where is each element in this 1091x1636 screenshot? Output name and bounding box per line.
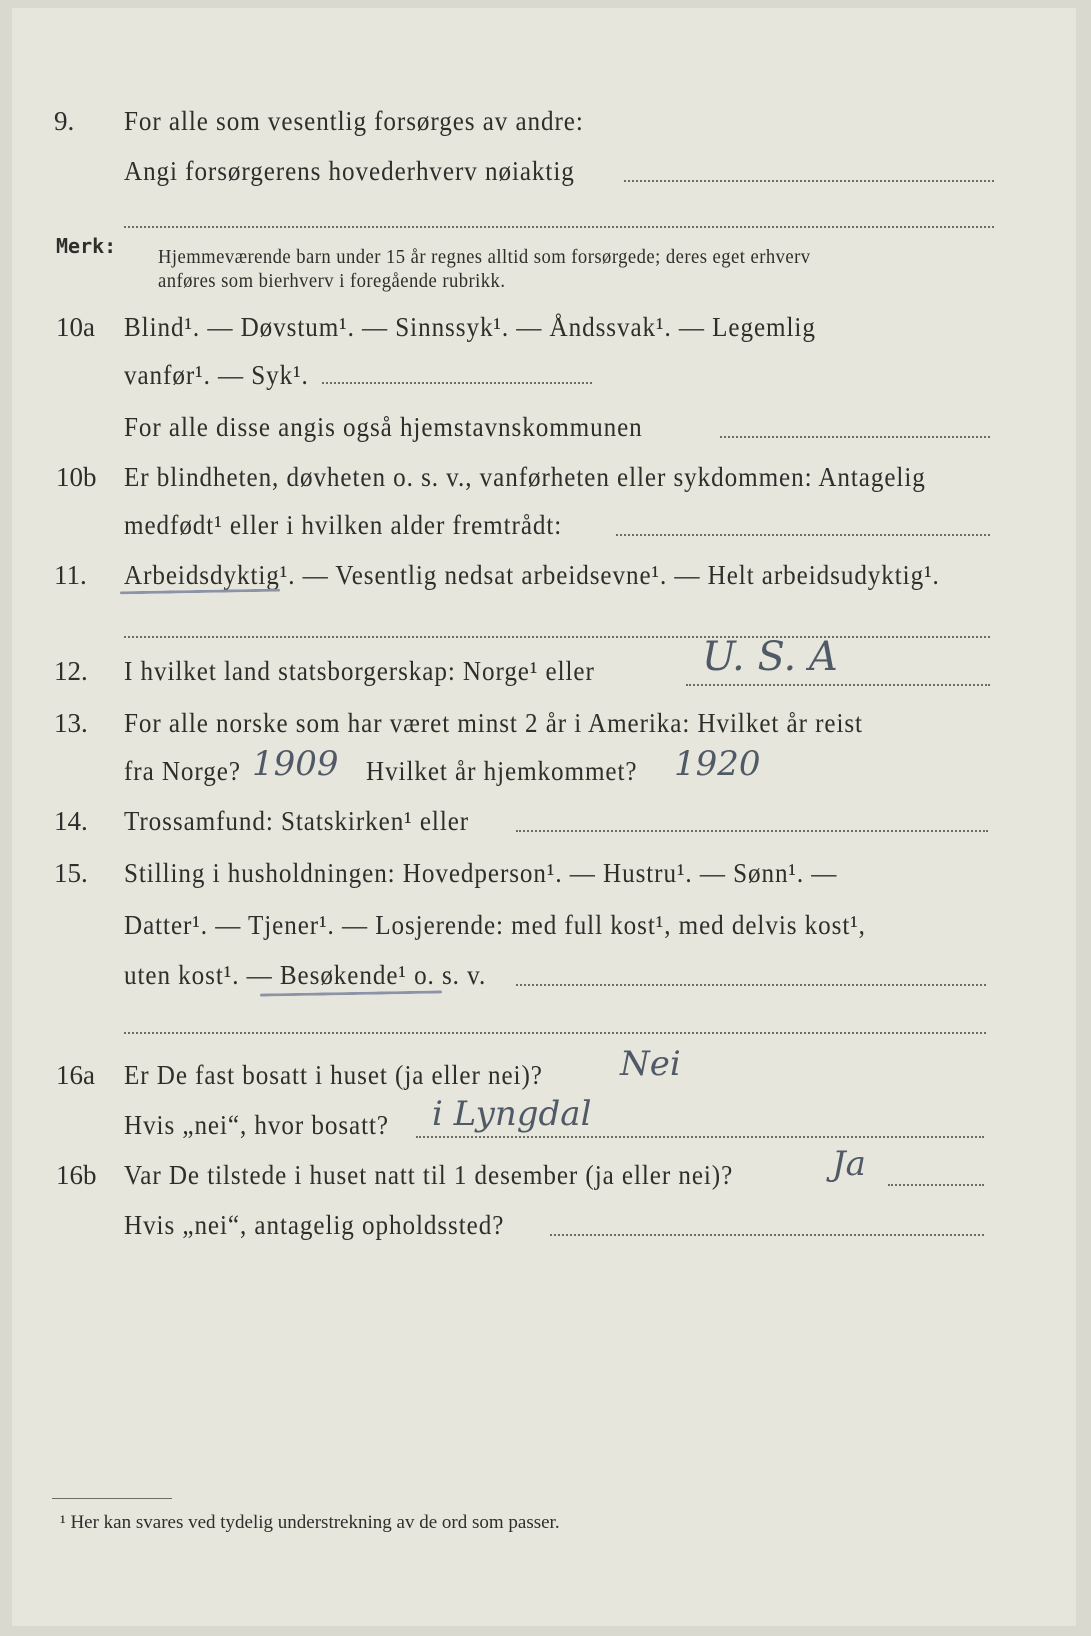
footnote: ¹ Her kan svares ved tydelig understrekning av de ord som passer. <box>60 1512 560 1533</box>
merk-label: Merk: <box>56 234 117 258</box>
q15-answer-line <box>516 984 986 986</box>
q13-handwritten-departure-year: 1909 <box>252 744 339 784</box>
q16b-line1: Var De tilstede i huset natt til 1 desember (ja eller nei)? <box>124 1160 734 1190</box>
q10a-number: 10a <box>56 312 95 342</box>
q16a-handwritten-answer: Nei <box>620 1044 681 1084</box>
q10a-line2: vanfør¹. — Syk¹. <box>124 360 309 390</box>
q12-line1: I hvilket land statsborgerskap: Norge¹ eller <box>124 656 595 686</box>
q13-line2a: fra Norge? <box>124 756 241 786</box>
q16a-answer-line <box>416 1136 984 1138</box>
q11-number: 11. <box>54 560 87 590</box>
q16b-line2: Hvis „nei“, antagelig opholdssted? <box>124 1210 505 1240</box>
q10a-line1: Blind¹. — Døvstum¹. — Sinnssyk¹. — Åndssvak¹. — Legemlig <box>124 312 816 342</box>
q10b-line2: medfødt¹ eller i hvilken alder fremtrådt: <box>124 510 563 540</box>
q10b-answer-line <box>616 534 990 536</box>
q13-handwritten-return-year: 1920 <box>674 744 761 784</box>
q12-answer-line <box>686 684 990 686</box>
q9-line2: Angi forsørgerens hovederhverv nøiaktig <box>124 156 575 186</box>
q15-handwritten-underline <box>260 990 442 996</box>
q16b-answer-line <box>888 1184 984 1186</box>
q15-line2: Datter¹. — Tjener¹. — Losjerende: med full kost¹, med delvis kost¹, <box>124 910 866 940</box>
q13-line1: For alle norske som har været minst 2 år i Amerika: Hvilket år reist <box>124 708 863 738</box>
q10b-number: 10b <box>56 462 97 492</box>
q9-answer-line-2 <box>124 226 994 228</box>
q13-line2b: Hvilket år hjemkommet? <box>366 756 638 786</box>
q9-number: 9. <box>54 106 75 136</box>
q16b-handwritten-answer: Ja <box>832 1144 866 1184</box>
q16b-location-line <box>550 1234 984 1236</box>
q9-answer-line <box>624 180 994 182</box>
footnote-rule <box>52 1498 172 1499</box>
q10b-line1: Er blindheten, døvheten o. s. v., vanførheten eller sykdommen: Antagelig <box>124 462 926 492</box>
q16a-line1: Er De fast bosatt i huset (ja eller nei)? <box>124 1060 543 1090</box>
q16a-number: 16a <box>56 1060 95 1090</box>
q14-answer-line <box>516 830 988 832</box>
q15-line3: uten kost¹. — Besøkende¹ o. s. v. <box>124 960 487 990</box>
q10a-answer-line <box>322 382 592 384</box>
q10a-hometown-line <box>720 436 990 438</box>
q14-line1: Trossamfund: Statskirken¹ eller <box>124 806 470 836</box>
q15-line1: Stilling i husholdningen: Hovedperson¹. — Hustru¹. — Sønn¹. — <box>124 858 838 888</box>
merk-line2: anføres som bierhverv i foregående rubrikk. <box>158 270 506 292</box>
q12-number: 12. <box>54 656 88 686</box>
q14-number: 14. <box>54 806 88 836</box>
merk-line1: Hjemmeværende barn under 15 år regnes alltid som forsørgede; deres eget erhverv <box>158 246 811 268</box>
q10a-line3: For alle disse angis også hjemstavnskommunen <box>124 412 643 442</box>
q16a-handwritten-residence: i Lyngdal <box>432 1094 592 1134</box>
q13-number: 13. <box>54 708 88 738</box>
q15-number: 15. <box>54 858 88 888</box>
q11-answer-line <box>124 636 990 638</box>
q16b-number: 16b <box>56 1160 97 1190</box>
census-form-page <box>12 8 1076 1626</box>
q15-answer-line-2 <box>124 1032 986 1034</box>
q9-line1: For alle som vesentlig forsørges av andre: <box>124 106 584 136</box>
q11-line1: Arbeidsdyktig¹. — Vesentlig nedsat arbeidsevne¹. — Helt arbeidsudyktig¹. <box>124 560 940 590</box>
q16a-line2: Hvis „nei“, hvor bosatt? <box>124 1110 389 1140</box>
q12-handwritten-answer: U. S. A <box>702 634 838 680</box>
